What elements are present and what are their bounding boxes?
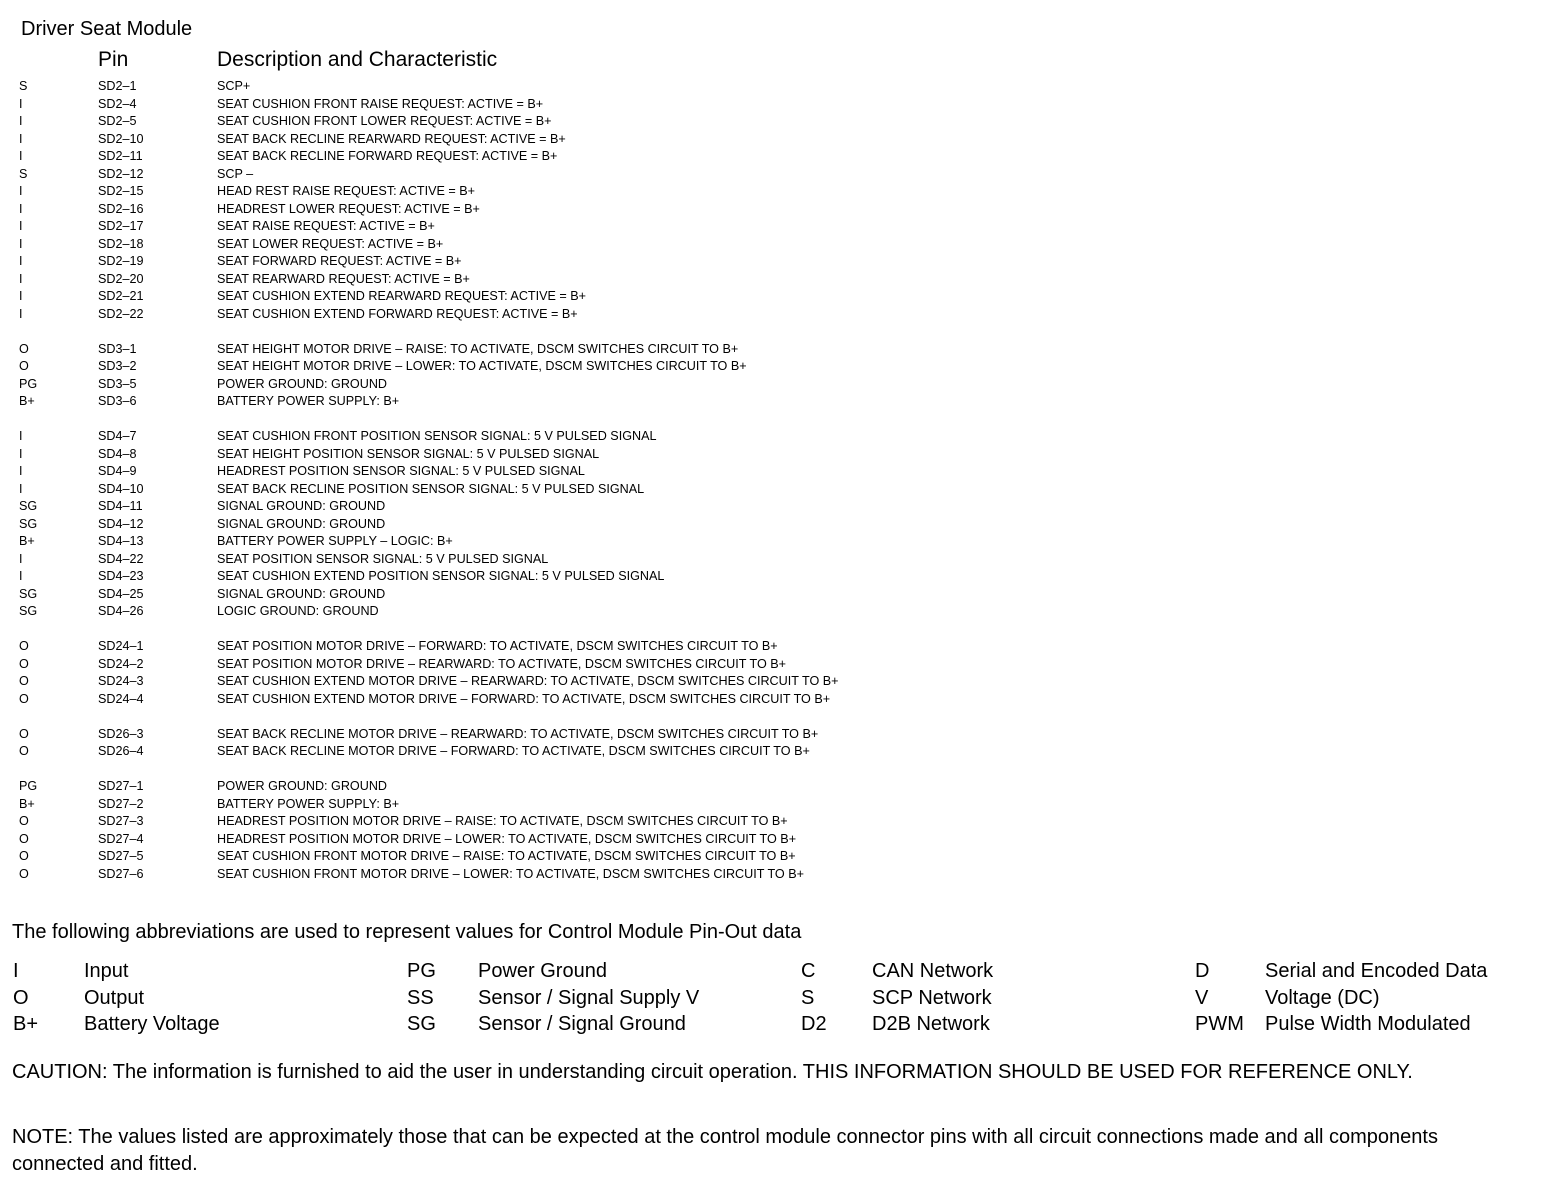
abbreviation-meaning: Serial and Encoded Data <box>1265 960 1488 982</box>
pin-id: SD27–2 <box>98 796 144 811</box>
pin-description: BATTERY POWER SUPPLY: B+ <box>217 394 400 408</box>
pin-description: SEAT FORWARD REQUEST: ACTIVE = B+ <box>217 254 462 268</box>
pin-description: SCP – <box>217 166 254 181</box>
pin-description: SCP+ <box>217 79 251 93</box>
pin-description: POWER GROUND: GROUND <box>217 376 388 391</box>
pin-id: SD3–6 <box>98 394 137 408</box>
pin-id: SD3–1 <box>98 341 137 356</box>
pin-type: O <box>19 359 29 373</box>
abbreviation-code: C <box>801 960 816 982</box>
abbreviation-code: I <box>13 960 19 982</box>
pin-id: SD27–1 <box>98 779 144 793</box>
pin-type: O <box>19 639 29 653</box>
pin-description: SEAT HEIGHT POSITION SENSOR SIGNAL: 5 V PULSED SIGNAL <box>217 446 600 461</box>
abbreviation-code: B+ <box>13 1013 39 1035</box>
abbreviation-meaning: Voltage (DC) <box>1265 987 1380 1009</box>
pin-id: SD2–16 <box>98 201 144 216</box>
pin-type: I <box>19 481 23 496</box>
abbreviation-code: S <box>801 987 815 1009</box>
pin-id: SD4–8 <box>98 446 137 461</box>
caution-note: CAUTION: The information is furnished to aid the user in understanding circuit operation. THIS INFORMATION SHOULD BE USED FOR REFERENCE ONLY. <box>12 1061 1413 1083</box>
pin-description: SEAT BACK RECLINE MOTOR DRIVE – FORWARD: TO ACTIVATE, DSCM SWITCHES CIRCUIT TO B+ <box>217 744 810 758</box>
abbreviation-code: PWM <box>1195 1013 1244 1035</box>
pin-description: SEAT CUSHION FRONT RAISE REQUEST: ACTIVE = B+ <box>217 96 544 111</box>
abbreviation-meaning: Output <box>84 987 145 1009</box>
pin-id: SD4–13 <box>98 534 144 548</box>
pin-description: SEAT REARWARD REQUEST: ACTIVE = B+ <box>217 271 470 286</box>
pin-id: SD24–2 <box>98 656 144 671</box>
pin-type: I <box>19 446 23 461</box>
pin-description: SEAT HEIGHT MOTOR DRIVE – RAISE: TO ACTIVATE, DSCM SWITCHES CIRCUIT TO B+ <box>217 341 739 356</box>
pin-type: I <box>19 184 23 198</box>
pin-id: SD2–15 <box>98 184 144 198</box>
pin-description: SEAT CUSHION FRONT LOWER REQUEST: ACTIVE = B+ <box>217 114 552 128</box>
pin-id: SD26–4 <box>98 744 144 758</box>
pin-type: O <box>19 849 29 863</box>
pin-description: SEAT CUSHION EXTEND POSITION SENSOR SIGNAL: 5 V PULSED SIGNAL <box>217 569 665 583</box>
pin-description: HEAD REST RAISE REQUEST: ACTIVE = B+ <box>217 184 476 198</box>
pin-type: B+ <box>19 394 35 408</box>
pin-type: SG <box>19 516 38 531</box>
pin-id: SD2–11 <box>98 149 143 163</box>
pin-type: I <box>19 254 23 268</box>
pin-description: SEAT BACK RECLINE POSITION SENSOR SIGNAL: 5 V PULSED SIGNAL <box>217 481 645 496</box>
pin-id: SD2–19 <box>98 254 144 268</box>
pin-type: I <box>19 464 23 478</box>
pin-description: HEADREST LOWER REQUEST: ACTIVE = B+ <box>217 201 480 216</box>
pin-description: SEAT CUSHION FRONT MOTOR DRIVE – RAISE: TO ACTIVATE, DSCM SWITCHES CIRCUIT TO B+ <box>217 849 796 863</box>
abbreviation-meaning: Sensor / Signal Ground <box>478 1013 686 1035</box>
pin-id: SD2–21 <box>98 289 144 303</box>
page-title: Driver Seat Module <box>21 18 193 40</box>
pin-id: SD3–2 <box>98 359 137 373</box>
pin-type: O <box>19 866 29 881</box>
pin-id: SD2–12 <box>98 166 144 181</box>
pin-type: B+ <box>19 796 35 811</box>
pin-description: SEAT CUSHION EXTEND MOTOR DRIVE – FORWARD: TO ACTIVATE, DSCM SWITCHES CIRCUIT TO B+ <box>217 691 831 706</box>
pin-description: SEAT RAISE REQUEST: ACTIVE = B+ <box>217 219 435 233</box>
pin-description: SEAT BACK RECLINE MOTOR DRIVE – REARWARD: TO ACTIVATE, DSCM SWITCHES CIRCUIT TO B+ <box>217 726 819 741</box>
abbreviation-code: PG <box>407 960 436 982</box>
abbreviation-meaning: D2B Network <box>872 1013 990 1035</box>
abbreviation-meaning: SCP Network <box>872 987 992 1009</box>
pin-type: S <box>19 166 28 181</box>
pin-type: I <box>19 569 23 583</box>
pin-type: I <box>19 149 23 163</box>
pin-id: SD2–5 <box>98 114 137 128</box>
pin-type: I <box>19 96 23 111</box>
pin-description: SEAT LOWER REQUEST: ACTIVE = B+ <box>217 236 444 251</box>
pin-description: SEAT POSITION SENSOR SIGNAL: 5 V PULSED SIGNAL <box>217 551 549 566</box>
abbreviation-code: D2 <box>801 1013 827 1035</box>
pin-description: SEAT HEIGHT MOTOR DRIVE – LOWER: TO ACTIVATE, DSCM SWITCHES CIRCUIT TO B+ <box>217 359 747 373</box>
pin-type: I <box>19 219 23 233</box>
pin-id: SD26–3 <box>98 726 144 741</box>
abbreviation-meaning: Pulse Width Modulated <box>1265 1013 1471 1035</box>
pin-id: SD2–18 <box>98 236 144 251</box>
pin-description: SEAT BACK RECLINE REARWARD REQUEST: ACTIVE = B+ <box>217 131 566 146</box>
pin-description: SEAT CUSHION EXTEND REARWARD REQUEST: ACTIVE = B+ <box>217 289 587 303</box>
pin-type: PG <box>19 376 38 391</box>
pin-column-header: Pin <box>98 48 129 71</box>
pin-description: SEAT CUSHION FRONT MOTOR DRIVE – LOWER: TO ACTIVATE, DSCM SWITCHES CIRCUIT TO B+ <box>217 866 804 881</box>
pin-id: SD27–6 <box>98 866 144 881</box>
pin-description: HEADREST POSITION MOTOR DRIVE – RAISE: TO ACTIVATE, DSCM SWITCHES CIRCUIT TO B+ <box>217 814 788 828</box>
pin-description: SEAT POSITION MOTOR DRIVE – FORWARD: TO ACTIVATE, DSCM SWITCHES CIRCUIT TO B+ <box>217 639 778 653</box>
pin-type: I <box>19 201 23 216</box>
pin-type: I <box>19 551 23 566</box>
pin-id: SD27–3 <box>98 814 144 828</box>
pin-type: I <box>19 131 23 146</box>
abbreviations-intro: The following abbreviations are used to represent values for Control Module Pin-Out data <box>12 921 802 943</box>
pin-description: BATTERY POWER SUPPLY: B+ <box>217 796 400 811</box>
pin-type: O <box>19 656 29 671</box>
pin-type: O <box>19 744 29 758</box>
pin-id: SD24–4 <box>98 691 144 706</box>
abbreviation-meaning: Battery Voltage <box>84 1013 220 1035</box>
pin-type: O <box>19 726 29 741</box>
pin-description: HEADREST POSITION MOTOR DRIVE – LOWER: TO ACTIVATE, DSCM SWITCHES CIRCUIT TO B+ <box>217 831 797 846</box>
abbreviation-meaning: Power Ground <box>478 960 607 982</box>
pin-description: SEAT CUSHION EXTEND FORWARD REQUEST: ACTIVE = B+ <box>217 306 578 321</box>
pin-id: SD27–4 <box>98 831 144 846</box>
abbreviation-code: SS <box>407 987 434 1009</box>
pin-type: O <box>19 341 29 356</box>
values-note: NOTE: The values listed are approximately those that can be expected at the control module connector pins with all circuit connections made and all components connected and fitted. <box>12 1126 1438 1175</box>
pin-description: SIGNAL GROUND: GROUND <box>217 586 386 601</box>
pin-type: I <box>19 236 23 251</box>
pin-type: SG <box>19 604 38 618</box>
pin-type: SG <box>19 499 38 513</box>
pin-type: I <box>19 306 23 321</box>
description-column-header: Description and Characteristic <box>217 48 498 71</box>
abbreviation-code: O <box>13 987 29 1009</box>
abbreviation-code: D <box>1195 960 1210 982</box>
pin-id: SD24–3 <box>98 674 144 688</box>
abbreviation-code: SG <box>407 1013 436 1035</box>
pin-id: SD4–7 <box>98 429 137 443</box>
pin-description: SEAT CUSHION FRONT POSITION SENSOR SIGNAL: 5 V PULSED SIGNAL <box>217 429 657 443</box>
pin-id: SD27–5 <box>98 849 144 863</box>
pin-id: SD2–10 <box>98 131 144 146</box>
pin-type: O <box>19 691 29 706</box>
pin-id: SD2–17 <box>98 219 144 233</box>
pin-id: SD4–23 <box>98 569 144 583</box>
abbreviation-code: V <box>1195 987 1209 1009</box>
pin-id: SD4–26 <box>98 604 144 618</box>
pin-id: SD4–25 <box>98 586 144 601</box>
abbreviation-meaning: CAN Network <box>872 960 994 982</box>
pin-id: SD3–5 <box>98 376 137 391</box>
pin-description: SIGNAL GROUND: GROUND <box>217 516 386 531</box>
pin-description: SIGNAL GROUND: GROUND <box>217 499 386 513</box>
pin-id: SD4–10 <box>98 481 144 496</box>
abbreviation-meaning: Sensor / Signal Supply V <box>478 987 700 1009</box>
pin-id: SD2–20 <box>98 271 144 286</box>
pin-id: SD4–12 <box>98 516 144 531</box>
pin-id: SD4–11 <box>98 499 143 513</box>
abbreviation-meaning: Input <box>84 960 129 982</box>
pin-description: LOGIC GROUND: GROUND <box>217 604 379 618</box>
pin-type: SG <box>19 586 38 601</box>
pin-type: B+ <box>19 534 35 548</box>
pin-type: I <box>19 271 23 286</box>
pin-type: I <box>19 289 23 303</box>
pin-type: O <box>19 814 29 828</box>
pin-description: POWER GROUND: GROUND <box>217 779 388 793</box>
pin-description: BATTERY POWER SUPPLY – LOGIC: B+ <box>217 534 453 548</box>
pin-id: SD4–22 <box>98 551 144 566</box>
pin-type: I <box>19 114 23 128</box>
pin-description: SEAT POSITION MOTOR DRIVE – REARWARD: TO ACTIVATE, DSCM SWITCHES CIRCUIT TO B+ <box>217 656 787 671</box>
pin-description: SEAT CUSHION EXTEND MOTOR DRIVE – REARWARD: TO ACTIVATE, DSCM SWITCHES CIRCUIT TO B+ <box>217 674 839 688</box>
pin-id: SD24–1 <box>98 639 144 653</box>
pin-id: SD2–22 <box>98 306 144 321</box>
pin-type: I <box>19 429 23 443</box>
pin-id: SD2–1 <box>98 79 137 93</box>
pin-id: SD4–9 <box>98 464 137 478</box>
pin-type: S <box>19 79 28 93</box>
pin-type: PG <box>19 779 38 793</box>
pin-type: O <box>19 674 29 688</box>
pin-description: HEADREST POSITION SENSOR SIGNAL: 5 V PULSED SIGNAL <box>217 464 585 478</box>
pin-type: O <box>19 831 29 846</box>
pin-description: SEAT BACK RECLINE FORWARD REQUEST: ACTIVE = B+ <box>217 149 558 163</box>
pin-id: SD2–4 <box>98 96 137 111</box>
